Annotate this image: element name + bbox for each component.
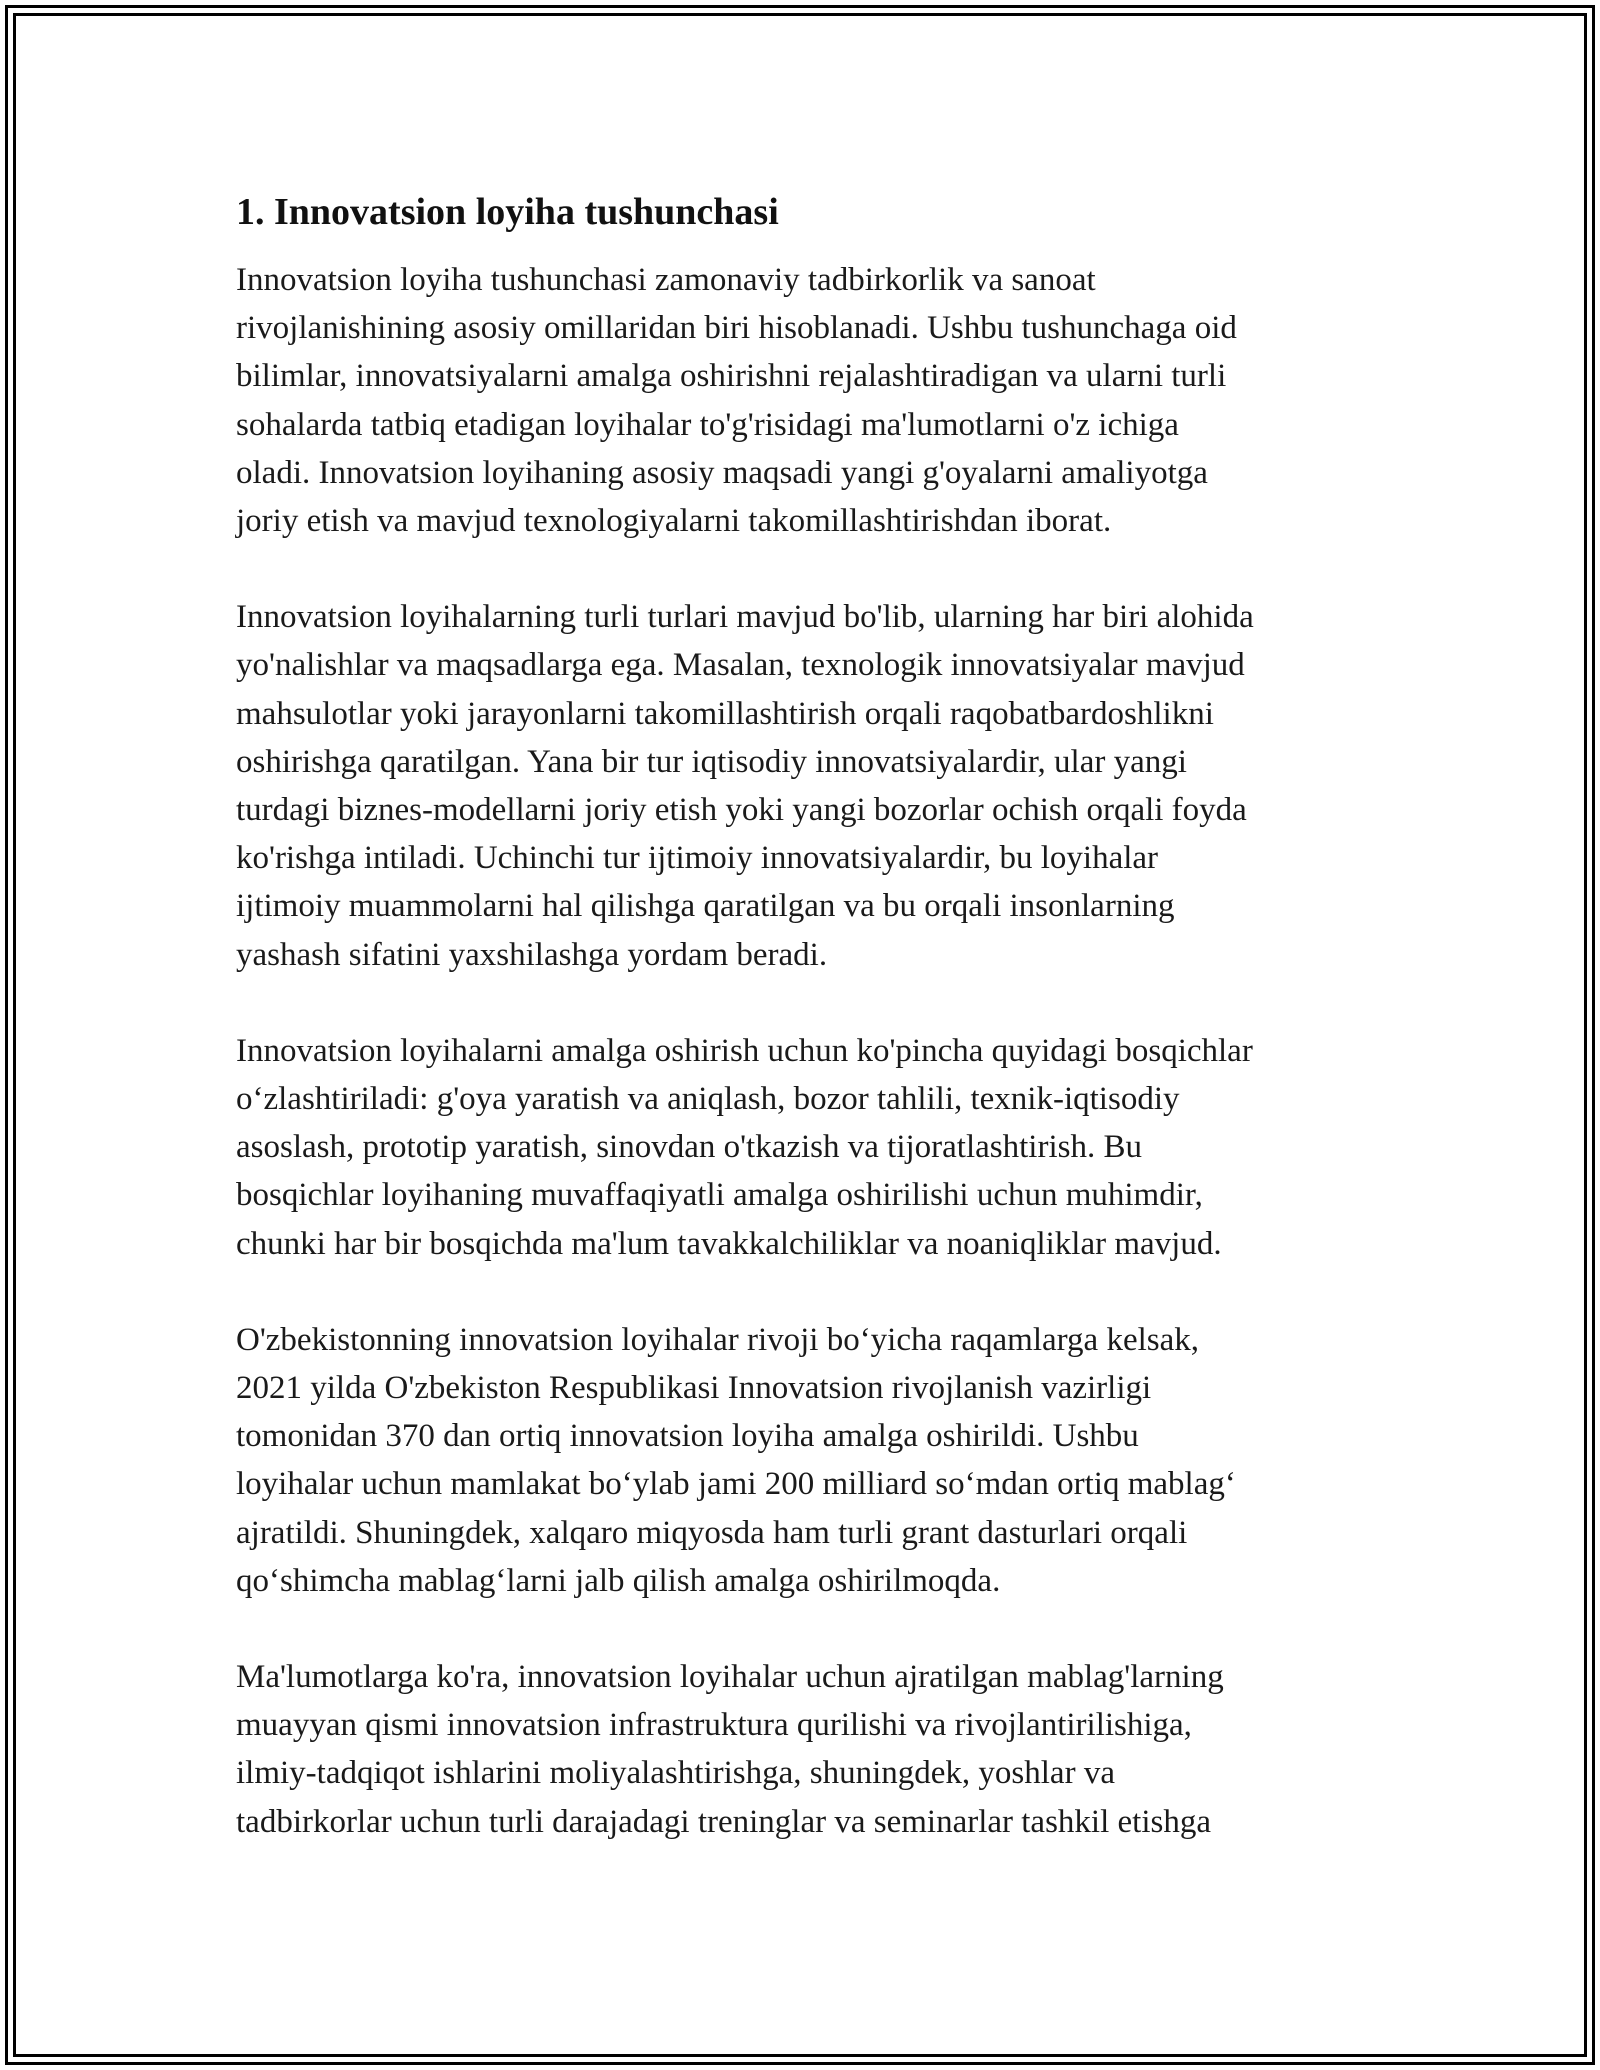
text-line: 2021 yilda O'zbekiston Respublikasi Innovatsion rivojlanish vazirligi [236, 1370, 1152, 1407]
text-line: ko'rishga intiladi. Uchinchi tur ijtimoiy innovatsiyalardir, bu loyihalar [236, 840, 1159, 877]
text-line: yo'nalishlar va maqsadlarga ega. Masalan, texnologik innovatsiyalar mavjud [236, 647, 1245, 684]
paragraph-2 [236, 593, 1386, 979]
text-line: bosqichlar loyihaning muvaffaqiyatli amalga oshirilishi uchun muhimdir, [236, 1177, 1203, 1214]
text-line: yashash sifatini yaxshilashga yordam beradi. [236, 936, 828, 973]
text-line: tadbirkorlar uchun turli darajadagi treninglar va seminarlar tashkil etishga [236, 1803, 1211, 1840]
text-line: O'zbekistonning innovatsion loyihalar rivoji bo‘yicha raqamlarga kelsak, [236, 1321, 1200, 1358]
text-line: ajratildi. Shuningdek, xalqaro miqyosda ham turli grant dasturlari orqali [236, 1514, 1188, 1551]
text-line: muayyan qismi innovatsion infrastruktura qurilishi va rivojlantirilishiga, [236, 1707, 1192, 1744]
text-line: Innovatsion loyihalarni amalga oshirish uchun ko'pincha quyidagi bosqichlar [236, 1032, 1253, 1069]
text-line: asoslash, prototip yaratish, sinovdan o'tkazish va tijoratlashtirish. Bu [236, 1129, 1142, 1166]
text-line: sohalarda tatbiq etadigan loyihalar to'g'risidagi ma'lumotlarni o'z ichiga [236, 406, 1179, 443]
text-line: tomonidan 370 dan ortiq innovatsion loyiha amalga oshirildi. Ushbu [236, 1418, 1139, 1455]
text-line: joriy etish va mavjud texnologiyalarni takomillashtirishdan iborat. [236, 503, 1112, 540]
paragraph-4 [236, 1316, 1386, 1605]
text-line: mahsulotlar yoki jarayonlarni takomillashtirish orqali raqobatbardoshlikni [236, 695, 1214, 732]
text-line: qo‘shimcha mablag‘larni jalb qilish amalga oshirilmoqda. [236, 1562, 1001, 1599]
text-line: bilimlar, innovatsiyalarni amalga oshirishni rejalashtiradigan va ularni turli [236, 358, 1227, 395]
text-line: ijtimoiy muammolarni hal qilishga qaratilgan va bu orqali insonlarning [236, 888, 1175, 925]
text-line: rivojlanishining asosiy omillaridan biri hisoblanadi. Ushbu tushunchaga oid [236, 310, 1237, 347]
text-line: o‘zlashtiriladi: g'oya yaratish va aniqlash, bozor tahlili, texnik-iqtisodiy [236, 1081, 1180, 1118]
text-line: Innovatsion loyiha tushunchasi zamonaviy tadbirkorlik va sanoat [236, 262, 1096, 298]
text-line: loyihalar uchun mamlakat bo‘ylab jami 200 milliard so‘mdan ortiq mablag‘ [236, 1466, 1236, 1503]
text-line: turdagi biznes-modellarni joriy etish yoki yangi bozorlar ochish orqali foyda [236, 792, 1247, 829]
text-line: oshirishga qaratilgan. Yana bir tur iqtisodiy innovatsiyalardir, ular yangi [236, 743, 1187, 780]
document-body [236, 188, 1386, 1894]
paragraph-1 [236, 256, 1386, 545]
paragraph-5 [236, 1653, 1386, 1846]
section-heading: 1. Innovatsion loyiha tushunchasi [236, 191, 779, 233]
text-line: oladi. Innovatsion loyihaning asosiy maqsadi yangi g'oyalarni amaliyotga [236, 454, 1208, 491]
text-line: Innovatsion loyihalarning turli turlari mavjud bo'lib, ularning har biri alohida [236, 599, 1254, 636]
text-line: ilmiy-tadqiqot ishlarini moliyalashtirishga, shuningdek, yoshlar va [236, 1755, 1115, 1792]
text-line: Ma'lumotlarga ko'ra, innovatsion loyihalar uchun ajratilgan mablag'larning [236, 1659, 1224, 1696]
text-line: chunki har bir bosqichda ma'lum tavakkalchiliklar va noaniqliklar mavjud. [236, 1225, 1222, 1262]
paragraph-3 [236, 1027, 1386, 1268]
